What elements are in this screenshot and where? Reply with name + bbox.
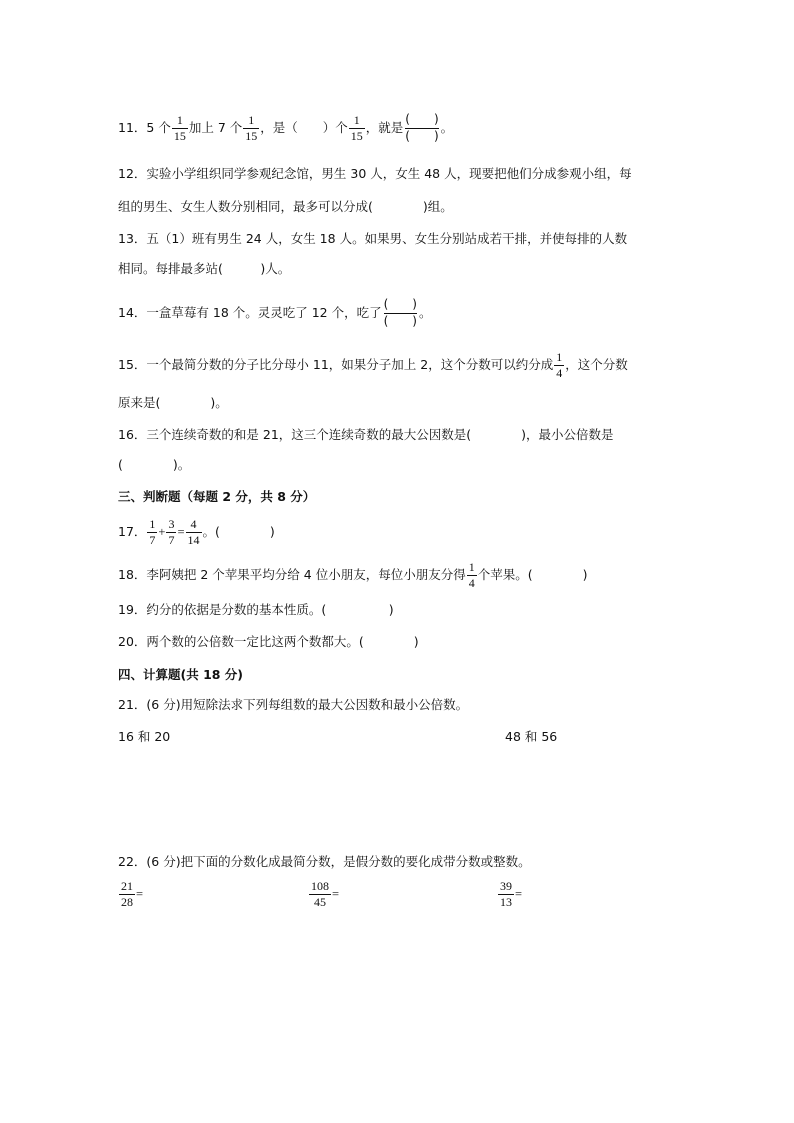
question-12-line-1: 12．实验小学组织同学参观纪念馆，男生 30 人，女生 48 人，现要把他们分成参观小组，每 [118, 166, 632, 181]
plus-sign: + [158, 525, 166, 540]
fraction-numerator: 1 [176, 112, 183, 127]
q18-text-1: 18．李阿姨把 2 个苹果平均分给 4 位小朋友，每位小朋友分得 [118, 567, 466, 583]
question-11 [118, 113, 453, 144]
fraction-denominator: 7 [168, 533, 175, 548]
fraction-numerator: 1 [468, 560, 475, 574]
question-16-line-1: 16．三个连续奇数的和是 21，这三个连续奇数的最大公因数是( )，最小公倍数是 [118, 427, 614, 442]
fraction-denominator: 7 [149, 533, 156, 548]
q11-blank-fraction[interactable] [405, 113, 438, 144]
fraction-numerator: 1 [248, 112, 255, 127]
question-15-line-1 [118, 351, 628, 380]
q22-fraction-a [118, 880, 143, 909]
q11-fraction-2 [243, 114, 259, 143]
equals-sign: = [177, 525, 185, 540]
fraction-numerator: 4 [190, 517, 197, 531]
question-13-line-1: 13．五（1）班有男生 24 人，女生 18 人。如果男、女生分别站成若干排，并使每排的人数 [118, 231, 628, 246]
question-20: 20．两个数的公倍数一定比这两个数都大。( ) [118, 634, 419, 649]
q11-text-4: ，就是 [365, 119, 404, 135]
fraction-numerator: 1 [149, 517, 156, 531]
question-14 [118, 298, 432, 329]
fraction-denominator: 14 [187, 533, 200, 548]
question-16-line-2: ( )。 [118, 457, 191, 472]
fraction-denominator: 28 [121, 895, 133, 910]
q17-fraction-1 [147, 518, 157, 547]
question-13-line-2: 相同。每排最多站( )人。 [118, 261, 291, 276]
blank-denominator[interactable]: ( ) [405, 128, 439, 143]
q15-fraction [554, 351, 564, 380]
fraction-numerator: 108 [311, 879, 329, 893]
q17-number: 17． [118, 524, 147, 540]
q11-number: 11． [118, 119, 147, 135]
q15-text-2: ，这个分数 [565, 357, 628, 373]
q14-text-2: 。 [419, 304, 432, 320]
question-12-line-2: 组的男生、女生人数分别相同，最多可以分成( )组。 [118, 199, 453, 214]
equals-sign: = [136, 887, 144, 902]
q11-fraction-3 [349, 114, 365, 143]
fraction-numerator: 3 [168, 517, 175, 531]
q18-text-2: 个苹果。( ) [477, 567, 588, 583]
fraction-numerator: 1 [556, 350, 563, 364]
question-21: 21．(6 分)用短除法求下列每组数的最大公因数和最小公倍数。 [118, 697, 469, 712]
q17-fraction-3 [186, 518, 202, 547]
question-18 [118, 561, 587, 590]
section-4-title: 四、计算题(共 18 分) [118, 667, 244, 682]
question-15-line-2: 原来是( )。 [118, 395, 228, 410]
q22-fraction-c [497, 880, 522, 909]
blank-numerator[interactable]: ( ) [383, 297, 417, 311]
q11-text-1: 5 个 [146, 119, 171, 135]
q17-answer-blank[interactable]: 。( ) [202, 524, 275, 540]
q11-text-2: 加上 7 个 [188, 119, 243, 135]
equals-sign: = [515, 887, 523, 902]
fraction-denominator: 15 [350, 128, 363, 143]
q21-pair-right: 48 和 56 [505, 729, 558, 744]
q14-text-1: 14．一盒草莓有 18 个。灵灵吃了 12 个，吃了 [118, 304, 382, 320]
q18-fraction [467, 561, 477, 590]
q14-blank-fraction[interactable] [384, 298, 417, 329]
q11-fraction-1 [172, 114, 188, 143]
fraction-numerator: 1 [353, 112, 360, 127]
q15-text-1: 15．一个最简分数的分子比分母小 11，如果分子加上 2，这个分数可以约分成 [118, 357, 554, 373]
q11-text-5: 。 [440, 119, 454, 135]
section-3-title: 三、判断题（每题 2 分，共 8 分） [118, 489, 316, 504]
q21-pair-left: 16 和 20 [118, 729, 171, 744]
question-19: 19．约分的依据是分数的基本性质。( ) [118, 602, 394, 617]
blank-denominator[interactable]: ( ) [383, 313, 417, 328]
fraction-denominator: 15 [173, 128, 186, 143]
fraction-numerator: 39 [500, 879, 512, 893]
equals-sign: = [332, 887, 340, 902]
fraction-denominator: 45 [314, 895, 326, 910]
fraction-denominator: 4 [468, 576, 475, 591]
q17-fraction-2 [166, 518, 176, 547]
q11-text-3: ，是（ ）个 [260, 119, 348, 135]
fraction-numerator: 21 [121, 879, 133, 893]
fraction-denominator: 13 [500, 895, 512, 910]
question-22: 22．(6 分)把下面的分数化成最简分数，是假分数的要化成带分数或整数。 [118, 854, 531, 869]
fraction-denominator: 15 [245, 128, 258, 143]
fraction-denominator: 4 [556, 366, 563, 381]
question-17 [118, 518, 275, 547]
blank-numerator[interactable]: ( ) [405, 112, 439, 126]
q22-fraction-b [308, 880, 339, 909]
